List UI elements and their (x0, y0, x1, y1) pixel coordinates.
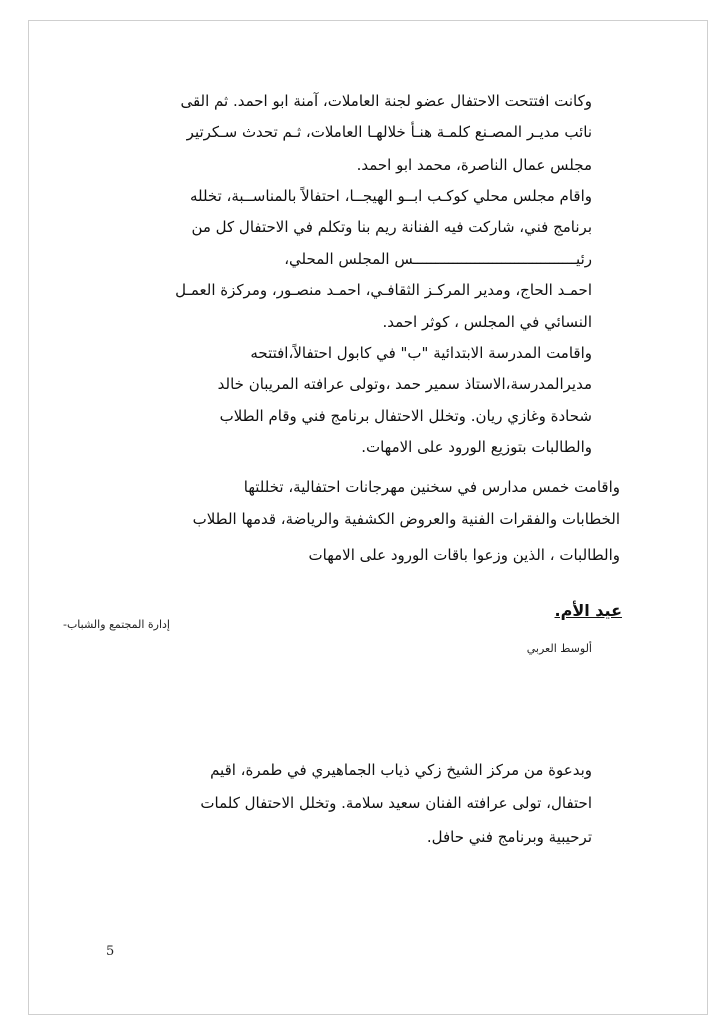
text-line: مديرالمدرسة،الاستاذ سمير حمد ،وتولى عرافته المريبان خالد (217, 375, 592, 393)
text-line: النسائي في المجلس ، كوثر احمد. (382, 313, 592, 331)
text-line: رئيـــــــــــــــــــــــــــــــــــــس المجلس المحلي، (284, 250, 592, 268)
text-line: وبدعوة من مركز الشيخ زكي ذياب الجماهيري في طمرة، اقيم (210, 761, 592, 779)
text-line: احمـد الحاج، ومدير المركـز الثقافـي، احمـد منصـور، ومركزة العمـل (175, 281, 592, 299)
text-line: شحادة وغازي ريان. وتخلل الاحتفال برنامج فني وقام الطلاب (219, 407, 592, 425)
page-number: 5 (106, 944, 115, 959)
text-line: ترحيبية وبرنامج فني حافل. (426, 828, 592, 846)
text-line: والطالبات بتوزيع الورود على الامهات. (361, 438, 592, 456)
section-heading: عيد الأم. (554, 601, 622, 620)
text-line: برنامج فني، شاركت فيه الفنانة ريم بنا وتكلم في الاحتفال كل من (191, 218, 592, 236)
text-line: واقامت خمس مدارس في سخنين مهرجانات احتفالية، تخللتها (243, 478, 620, 496)
text-line: الخطابات والفقرات الفنية والعروض الكشفية والرياضة، قدمها الطلاب (192, 510, 620, 528)
text-line: واقام مجلس محلي كوكـب ابــو الهيجــا، احتفالاً بالمناســبة، تخلله (189, 187, 592, 205)
text-line: والطالبات ، الذين وزعوا باقات الورود على الامهات (308, 546, 620, 564)
margin-note: إدارة المجتمع والشباب- (62, 618, 170, 631)
text-line: مجلس عمال الناصرة، محمد ابو احمد. (356, 156, 592, 174)
text-line: احتفال، تولى عرافته الفنان سعيد سلامة. وتخلل الاحتفال كلمات (200, 794, 592, 812)
text-line: نائب مديـر المصـنع كلمـة هنـأ خلالهـا العاملات، ثـم تحدث سـكرتير (186, 123, 592, 141)
text-line: وكانت افتتحت الاحتفال عضو لجنة العاملات، آمنة ابو احمد. ثم القى (180, 92, 592, 110)
source-label: ألوسط العربي (526, 642, 592, 655)
text-line: واقامت المدرسة الابتدائية "ب" في كابول احتفالاً،افتتحه (250, 344, 592, 362)
